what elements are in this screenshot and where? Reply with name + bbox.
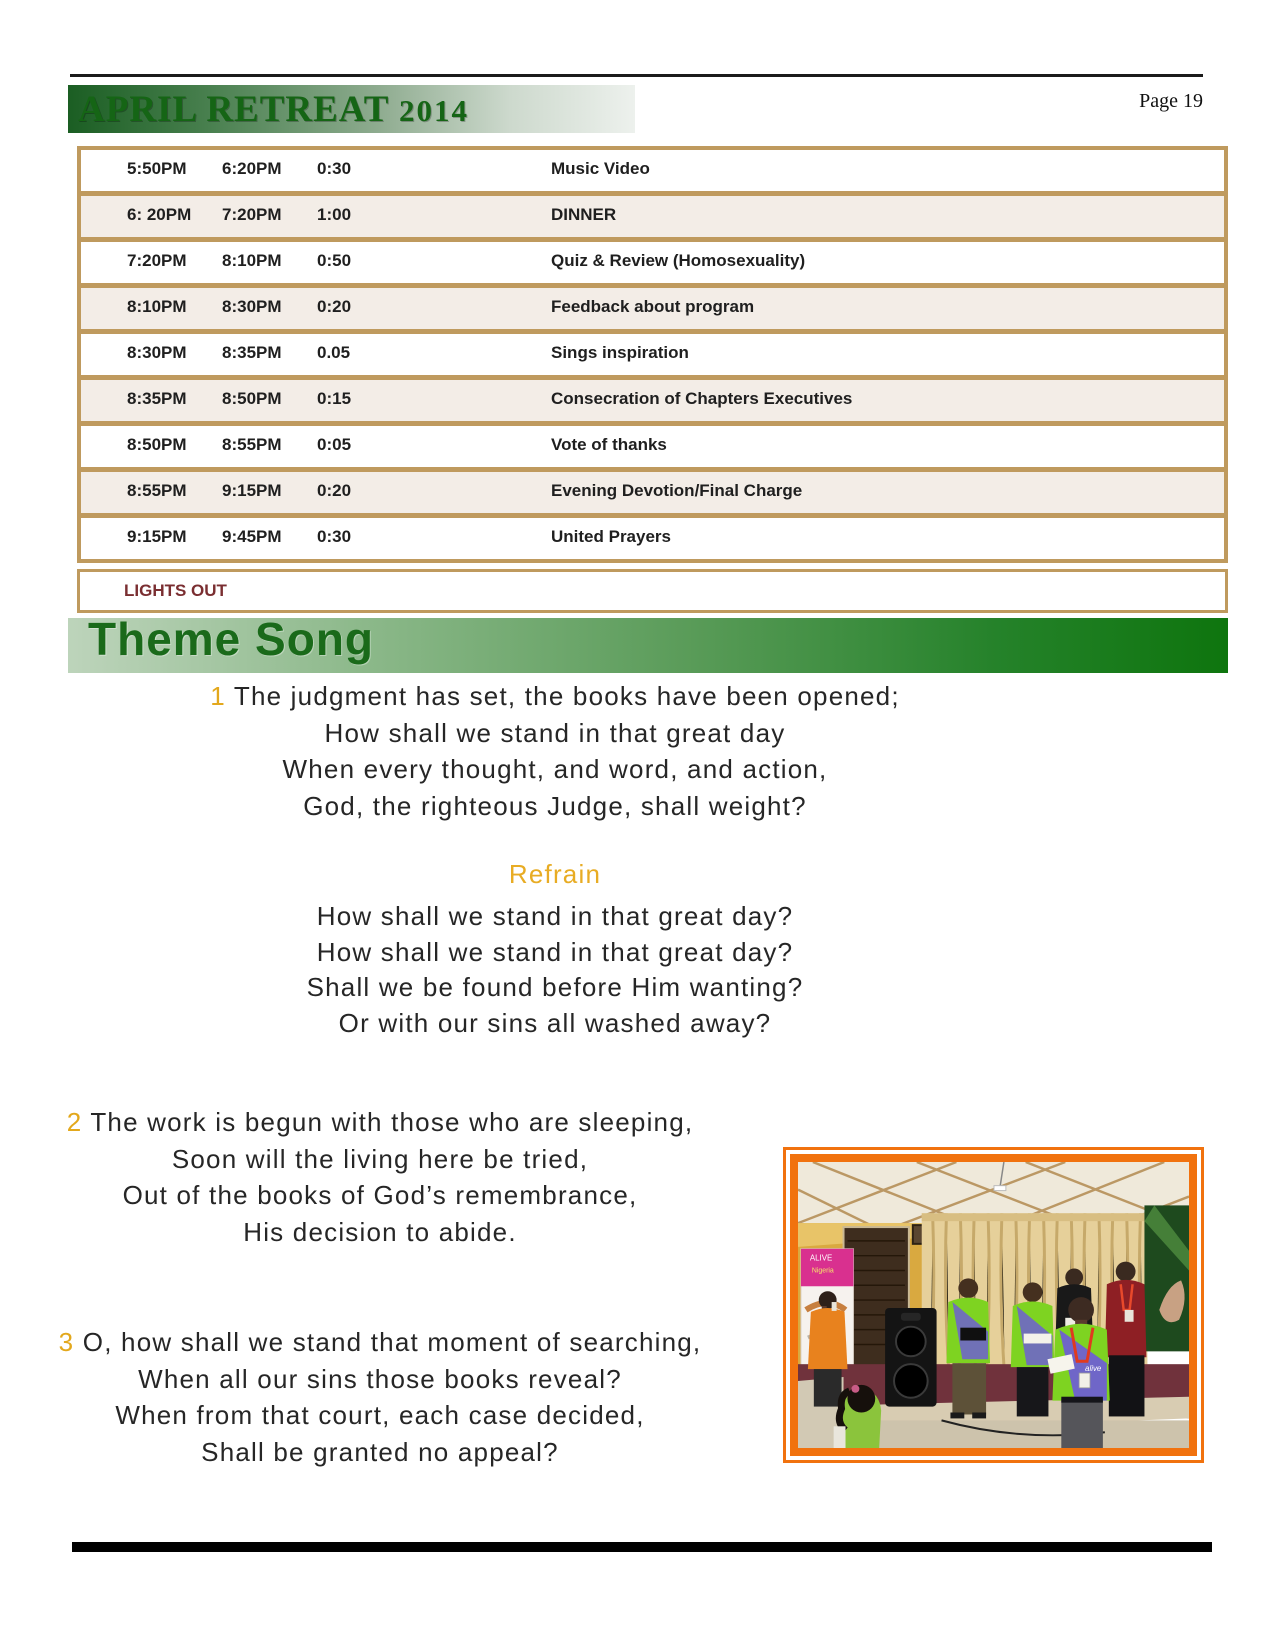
table-row (81, 472, 1224, 518)
banner-text-line1: ALIVE (809, 1253, 833, 1263)
table-row (81, 334, 1224, 380)
activity: Evening Devotion/Final Charge (551, 481, 803, 500)
table-row (81, 288, 1224, 334)
activity: Vote of thanks (551, 435, 667, 454)
end-time: 8:35PM (222, 343, 282, 362)
verse-number: 1 (210, 681, 226, 711)
lyric-line: When from that court, each case decided, (115, 1400, 645, 1430)
lyric-line: When all our sins those books reveal? (138, 1363, 622, 1394)
verse-2 (40, 1104, 720, 1250)
verse-3 (40, 1324, 720, 1470)
retreat-photo (783, 1147, 1204, 1463)
lyric-line: How shall we stand in that great day? (316, 936, 794, 967)
lyric-line: 1 The judgment has set, the books have been opened; (210, 681, 900, 711)
start-time: 6: 20PM (127, 205, 192, 224)
activity: Music Video (551, 159, 650, 178)
duration: 0:15 (317, 389, 352, 408)
refrain (70, 899, 1040, 1041)
lyric-line: How shall we stand in that great day? (316, 901, 794, 931)
start-time: 5:50PM (127, 159, 187, 178)
end-time: 8:10PM (222, 251, 282, 270)
refrain-label: Refrain (508, 859, 602, 889)
lyric-line: Shall be granted no appeal? (201, 1436, 559, 1467)
activity: United Prayers (551, 527, 671, 546)
april-retreat-header-band (68, 85, 635, 133)
lyric-line: How shall we stand in that great day (324, 717, 786, 748)
start-time: 7:20PM (127, 251, 187, 270)
lyric-line: When every thought, and word, and action, (282, 754, 828, 784)
end-time: 9:15PM (222, 481, 282, 500)
lyric-line: Soon will the living here be tried, (171, 1143, 589, 1174)
end-time: 8:30PM (222, 297, 282, 316)
table-row (81, 150, 1224, 196)
lyric-line: His decision to abide. (243, 1216, 517, 1247)
verse-1 (70, 678, 1040, 824)
end-time: 8:55PM (222, 435, 282, 454)
lyric-line: Or with our sins all washed away? (338, 1007, 772, 1038)
duration: 0:20 (317, 297, 352, 316)
duration: 0:05 (317, 435, 352, 454)
start-time: 8:50PM (127, 435, 187, 454)
end-time: 6:20PM (222, 159, 282, 178)
start-time: 8:30PM (127, 343, 187, 362)
table-row (81, 196, 1224, 242)
theme-song-title: Theme Song (88, 613, 375, 665)
top-divider (70, 74, 1203, 77)
shirt-logo-text: alive (1085, 1364, 1102, 1374)
duration: 0:20 (317, 481, 352, 500)
activity: Consecration of Chapters Executives (551, 389, 853, 408)
page-title-text: APRIL RETREAT (78, 89, 389, 130)
duration: 0:30 (317, 159, 352, 178)
lyric-line: Out of the books of God’s remembrance, (122, 1180, 638, 1210)
lyric-line: God, the righteous Judge, shall weight? (303, 790, 807, 821)
banner-text-line2: Nigeria (811, 1267, 834, 1275)
duration: 0.05 (317, 343, 351, 362)
duration: 1:00 (317, 205, 352, 224)
table-row (81, 426, 1224, 472)
duration: 0:50 (317, 251, 352, 270)
photo-inner-frame (786, 1150, 1201, 1460)
bottom-divider-bar (72, 1542, 1212, 1552)
lyric-line: 2 The work is begun with those who are sleeping, (66, 1107, 694, 1137)
table-row (81, 242, 1224, 288)
start-time: 8:55PM (127, 481, 187, 500)
activity: Sings inspiration (551, 343, 689, 362)
lyric-line: Shall we be found before Him wanting? (306, 972, 804, 1002)
page-title (78, 88, 469, 131)
start-time: 8:10PM (127, 297, 187, 316)
end-time: 8:50PM (222, 389, 282, 408)
verse-number: 3 (58, 1327, 75, 1357)
lights-out-label: LIGHTS OUT (124, 581, 227, 600)
activity: DINNER (551, 205, 617, 224)
page-title-year: 2014 (399, 93, 470, 128)
page-number: Page 19 (1139, 90, 1203, 112)
choir-photo-illustration (798, 1162, 1189, 1448)
lyric-line: 3 O, how shall we stand that moment of searching, (58, 1327, 702, 1357)
table-row (81, 380, 1224, 426)
start-time: 9:15PM (127, 527, 187, 546)
theme-song-header-band (68, 613, 1228, 673)
verse-number: 2 (66, 1107, 83, 1137)
schedule-table (77, 146, 1228, 563)
end-time: 7:20PM (222, 205, 282, 224)
duration: 0:30 (317, 527, 352, 546)
activity: Feedback about program (551, 297, 755, 316)
start-time: 8:35PM (127, 389, 187, 408)
lights-out-row (77, 569, 1228, 613)
activity: Quiz & Review (Homosexuality) (551, 251, 806, 270)
table-row (81, 518, 1224, 559)
end-time: 9:45PM (222, 527, 282, 546)
